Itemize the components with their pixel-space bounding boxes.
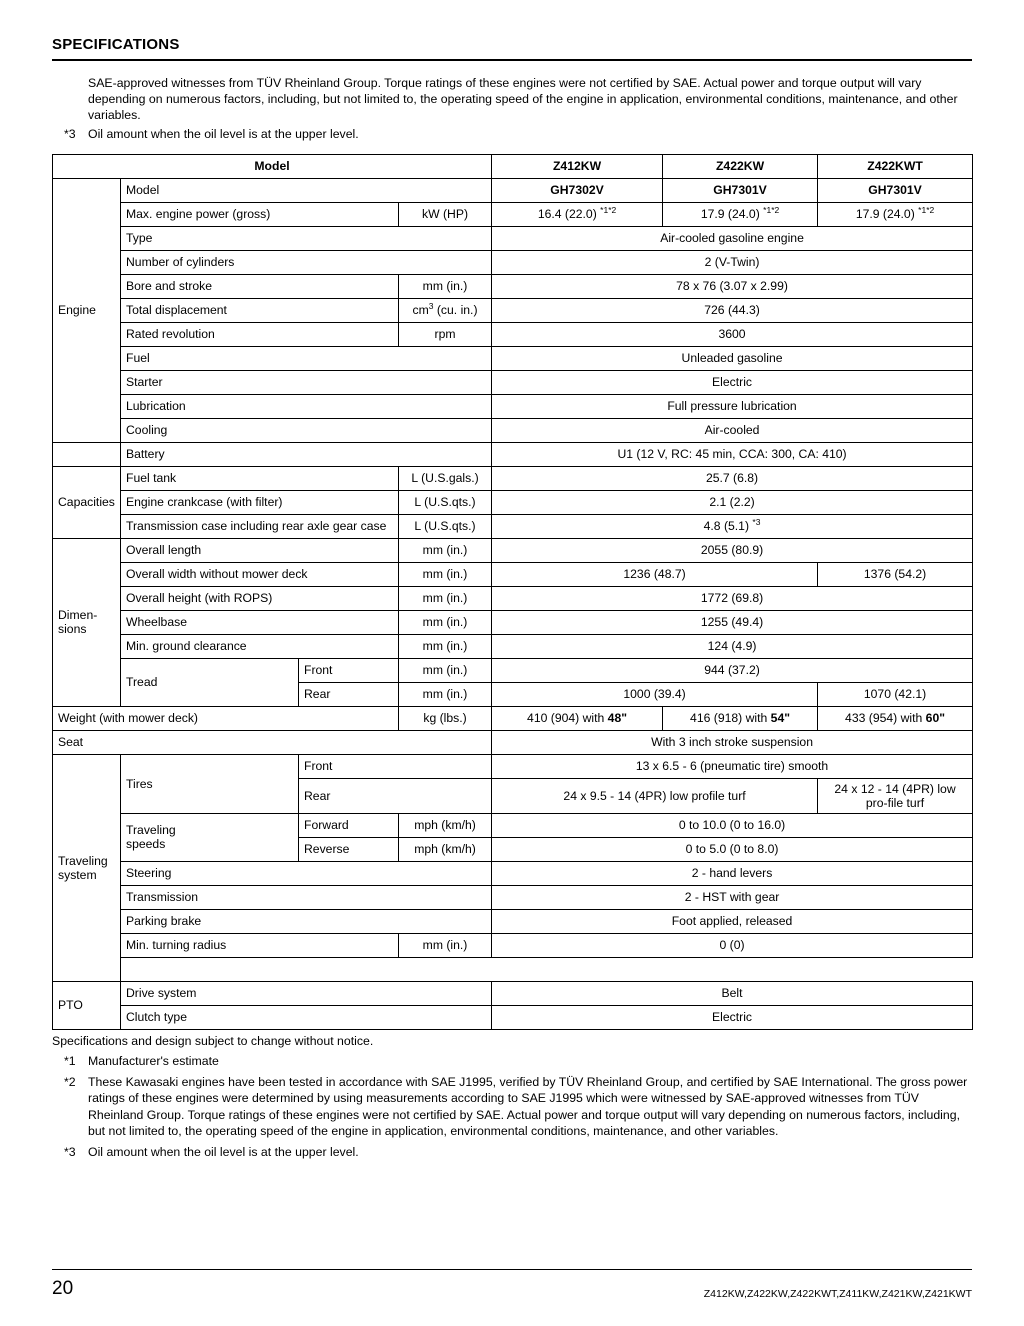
table-row — [53, 706, 973, 730]
cell-steering-value: 2 - hand levers — [492, 861, 973, 885]
row-unit-speed-reverse: mph (km/h) — [399, 837, 492, 861]
cell-weight-z412kw-deck: 48" — [607, 711, 628, 726]
cell-speed-forward-value: 0 to 10.0 (0 to 16.0) — [492, 813, 973, 837]
page-title: SPECIFICATIONS — [52, 36, 180, 53]
page-footer — [52, 1269, 972, 1300]
cell-type-value: Air-cooled gasoline engine — [492, 226, 973, 250]
table-row — [53, 346, 973, 370]
row-label-tread: Tread — [121, 658, 299, 706]
table-row — [53, 933, 973, 957]
table-row — [53, 394, 973, 418]
cell-transmission-case-number: 4.8 (5.1) — [703, 519, 749, 534]
row-unit-ground-clearance: mm (in.) — [399, 634, 492, 658]
footnote-3-text: Oil amount when the oil level is at the upper level. — [88, 1144, 359, 1159]
row-unit-speed-forward: mph (km/h) — [399, 813, 492, 837]
footnote-2 — [52, 1074, 972, 1139]
row-unit-turning-radius: mm (in.) — [399, 933, 492, 957]
table-row — [53, 885, 973, 909]
table-row — [53, 586, 973, 610]
table-row — [53, 981, 973, 1005]
cell-rated-rev-value: 3600 — [492, 322, 973, 346]
table-row — [53, 909, 973, 933]
cell-weight-z422kwt — [818, 706, 973, 730]
group-label-pto: PTO — [53, 981, 121, 1029]
footer-row — [52, 1278, 972, 1300]
row-unit-displacement-sup: 3 — [428, 301, 434, 312]
cell-max-power-z422kwt — [818, 202, 973, 226]
row-label-drive-system: Drive system — [121, 981, 492, 1005]
footnote-3 — [52, 1144, 972, 1160]
group-label-engine-text: Engine — [58, 303, 96, 318]
row-unit-overall-height: mm (in.) — [399, 586, 492, 610]
row-unit-displacement — [399, 298, 492, 322]
row-unit-bore-stroke: mm (in.) — [399, 274, 492, 298]
column-header-z422kw: Z422KW — [663, 154, 818, 178]
table-row — [53, 298, 973, 322]
cell-max-power-z412kw-value: 16.4 (22.0) — [537, 207, 597, 222]
row-label-bore-stroke: Bore and stroke — [121, 274, 399, 298]
cell-model-z422kwt: GH7301V — [818, 178, 973, 202]
row-label-lubrication: Lubrication — [121, 394, 492, 418]
cell-parking-brake-value: Foot applied, released — [492, 909, 973, 933]
page-number: 20 — [52, 1278, 74, 1299]
row-label-overall-width: Overall width without mower deck — [121, 562, 399, 586]
cell-max-power-z412kw — [492, 202, 663, 226]
row-label-fuel-tank: Fuel tank — [121, 466, 399, 490]
row-label-wheelbase: Wheelbase — [121, 610, 399, 634]
row-unit-transmission-case: L (U.S.qts.) — [399, 514, 492, 538]
row-unit-rated-rev: rpm — [399, 322, 492, 346]
row-unit-crankcase: L (U.S.qts.) — [399, 490, 492, 514]
group-label-traveling-system: Traveling system — [53, 754, 121, 981]
cell-overall-height-value: 1772 (69.8) — [492, 586, 973, 610]
cell-weight-z412kw-text: 410 (904) with — [527, 711, 608, 726]
footnote-1-mark: *1 — [64, 1053, 76, 1068]
footer-divider — [52, 1269, 972, 1270]
intro-note-mark: *3 — [64, 126, 76, 141]
intro-note — [52, 126, 972, 142]
table-row — [53, 861, 973, 885]
row-label-parking-brake: Parking brake — [121, 909, 492, 933]
row-unit-wheelbase: mm (in.) — [399, 610, 492, 634]
cell-transmission-case-sup: *3 — [752, 517, 761, 528]
cell-cylinders-value: 2 (V-Twin) — [492, 250, 973, 274]
change-notice: Specifications and design subject to change without notice. — [52, 1033, 374, 1048]
row-label-rated-rev: Rated revolution — [121, 322, 399, 346]
table-row — [53, 634, 973, 658]
table-row — [53, 226, 973, 250]
row-label-fuel: Fuel — [121, 346, 492, 370]
row-label-tires: Tires — [121, 754, 299, 813]
table-row — [53, 813, 973, 837]
cell-fuel-tank-value: 25.7 (6.8) — [492, 466, 973, 490]
row-sublabel-tread-front: Front — [299, 658, 399, 682]
row-label-turning-radius: Min. turning radius — [121, 933, 399, 957]
row-label-transmission: Transmission — [121, 885, 492, 909]
table-row — [53, 562, 973, 586]
table-row — [53, 274, 973, 298]
group-label-engine-continued — [53, 442, 121, 466]
row-label-seat: Seat — [53, 730, 492, 754]
cell-drive-system-value: Belt — [492, 981, 973, 1005]
row-sublabel-tires-rear: Rear — [299, 778, 492, 813]
cell-weight-z422kw-deck: 54" — [770, 711, 791, 726]
column-header-z422kwt: Z422KWT — [818, 154, 973, 178]
row-sublabel-tires-front: Front — [299, 754, 492, 778]
cell-tires-front-value: 13 x 6.5 - 6 (pneumatic tire) smooth — [492, 754, 973, 778]
group-label-capacities: Capacities — [53, 466, 121, 538]
table-row — [53, 658, 973, 682]
cell-tread-rear-value-a: 1000 (39.4) — [492, 682, 818, 706]
row-unit-max-power: kW (HP) — [399, 202, 492, 226]
cell-max-power-z422kwt-value: 17.9 (24.0) — [855, 207, 915, 222]
model-header-cell: Model — [53, 154, 492, 178]
table-row — [53, 466, 973, 490]
row-label-type: Type — [121, 226, 492, 250]
cell-tires-rear-value-b: 24 x 12 - 14 (4PR) low pro-file turf — [818, 778, 973, 813]
row-label-ground-clearance: Min. ground clearance — [121, 634, 399, 658]
cell-weight-z422kw — [663, 706, 818, 730]
row-label-starter: Starter — [121, 370, 492, 394]
row-label-steering: Steering — [121, 861, 492, 885]
spacer-cell — [121, 957, 492, 981]
cell-weight-z422kwt-text: 433 (954) with — [845, 711, 926, 726]
row-label-cylinders: Number of cylinders — [121, 250, 492, 274]
row-sublabel-speed-reverse: Reverse — [299, 837, 399, 861]
table-row — [53, 370, 973, 394]
row-sublabel-tread-rear: Rear — [299, 682, 399, 706]
intro-paragraph: SAE-approved witnesses from TÜV Rheinland Group. Torque ratings of these engines were not certified by SAE. Actual power and torque output will vary depending on numerous factors, including, but not limited to, the operating speed of the engine in application, environmental conditions, maintenance, and other variables. — [88, 76, 958, 123]
row-label-crankcase: Engine crankcase (with filter) — [121, 490, 399, 514]
row-unit-displacement-pre: cm — [412, 303, 429, 318]
row-label-weight: Weight (with mower deck) — [53, 706, 399, 730]
cell-overall-width-value-b: 1376 (54.2) — [818, 562, 973, 586]
row-unit-tread-front: mm (in.) — [399, 658, 492, 682]
table-row — [53, 322, 973, 346]
cell-overall-length-value: 2055 (80.9) — [492, 538, 973, 562]
cell-clutch-type-value: Electric — [492, 1005, 973, 1029]
row-label-model: Model — [121, 178, 492, 202]
table-row — [53, 957, 973, 981]
footnote-2-mark: *2 — [64, 1075, 76, 1090]
table-row — [53, 514, 973, 538]
cell-weight-z422kw-text: 416 (918) with — [690, 711, 771, 726]
cell-cooling-value: Air-cooled — [492, 418, 973, 442]
cell-max-power-z422kw — [663, 202, 818, 226]
cell-max-power-z412kw-sup: *1*2 — [600, 205, 617, 216]
table-row — [53, 250, 973, 274]
cell-fuel-value: Unleaded gasoline — [492, 346, 973, 370]
cell-speed-reverse-value: 0 to 5.0 (0 to 8.0) — [492, 837, 973, 861]
row-unit-overall-width: mm (in.) — [399, 562, 492, 586]
cell-tires-rear-value-a: 24 x 9.5 - 14 (4PR) low profile turf — [492, 778, 818, 813]
cell-wheelbase-value: 1255 (49.4) — [492, 610, 973, 634]
cell-weight-z412kw — [492, 706, 663, 730]
row-unit-displacement-post: (cu. in.) — [433, 303, 478, 318]
cell-seat-value: With 3 inch stroke suspension — [492, 730, 973, 754]
intro-note-text: Oil amount when the oil level is at the upper level. — [88, 126, 359, 141]
row-label-clutch-type: Clutch type — [121, 1005, 492, 1029]
cell-lubrication-value: Full pressure lubrication — [492, 394, 973, 418]
cell-overall-width-value-a: 1236 (48.7) — [492, 562, 818, 586]
cell-tread-front-value: 944 (37.2) — [492, 658, 973, 682]
cell-transmission-case-value — [492, 514, 973, 538]
row-label-transmission-case: Transmission case including rear axle gear case — [121, 514, 399, 538]
table-row — [53, 442, 973, 466]
group-label-dimensions: Dimen- sions — [53, 538, 121, 706]
row-unit-overall-length: mm (in.) — [399, 538, 492, 562]
cell-battery-value: U1 (12 V, RC: 45 min, CCA: 300, CA: 410) — [492, 442, 973, 466]
table-row — [53, 1005, 973, 1029]
table-row — [53, 754, 973, 778]
table-row — [53, 490, 973, 514]
footnote-2-text: These Kawasaki engines have been tested in accordance with SAE J1995, verified by TÜV Rheinland Group, and certified by SAE International. The gross power ratings of these engines were determined by using measurements according to SAE J1995 which were witnessed by SAE-approved witnesses from TÜV Rheinland Group. Torque ratings of these engines were not certified by SAE. Actual power and torque output will vary depending on numerous factors, including, but not limited to, the operating speed of the engine in application, environmental conditions, maintenance, and other variables. — [88, 1075, 968, 1138]
row-label-battery: Battery — [121, 442, 492, 466]
cell-transmission-value: 2 - HST with gear — [492, 885, 973, 909]
cell-crankcase-value: 2.1 (2.2) — [492, 490, 973, 514]
row-label-cooling: Cooling — [121, 418, 492, 442]
header-divider — [52, 59, 972, 61]
footnote-3-mark: *3 — [64, 1144, 76, 1159]
table-row — [53, 538, 973, 562]
specifications-table — [52, 154, 973, 1030]
table-header-row — [53, 154, 973, 178]
cell-turning-radius-value: 0 (0) — [492, 933, 973, 957]
footnote-1-text: Manufacturer's estimate — [88, 1053, 219, 1068]
table-row — [53, 178, 973, 202]
footnote-1 — [52, 1053, 972, 1069]
cell-max-power-z422kw-value: 17.9 (24.0) — [700, 207, 760, 222]
cell-model-z412kw: GH7302V — [492, 178, 663, 202]
row-unit-tread-rear: mm (in.) — [399, 682, 492, 706]
table-row — [53, 202, 973, 226]
cell-displacement-value: 726 (44.3) — [492, 298, 973, 322]
group-label-engine — [53, 178, 121, 442]
spacer-cell-2 — [492, 957, 973, 981]
row-unit-weight: kg (lbs.) — [399, 706, 492, 730]
table-row — [53, 610, 973, 634]
row-label-overall-length: Overall length — [121, 538, 399, 562]
table-row — [53, 418, 973, 442]
row-label-max-power: Max. engine power (gross) — [121, 202, 399, 226]
row-label-overall-height: Overall height (with ROPS) — [121, 586, 399, 610]
cell-max-power-z422kwt-sup: *1*2 — [918, 205, 935, 216]
cell-weight-z422kwt-deck: 60" — [925, 711, 946, 726]
row-label-displacement: Total displacement — [121, 298, 399, 322]
cell-ground-clearance-value: 124 (4.9) — [492, 634, 973, 658]
footer-model-list: Z412KW,Z422KW,Z422KWT,Z411KW,Z421KW,Z421KWT — [703, 1288, 972, 1300]
row-unit-fuel-tank: L (U.S.gals.) — [399, 466, 492, 490]
row-label-traveling-speeds: Traveling speeds — [121, 813, 299, 861]
cell-model-z422kw: GH7301V — [663, 178, 818, 202]
table-row — [53, 730, 973, 754]
cell-tread-rear-value-b: 1070 (42.1) — [818, 682, 973, 706]
row-sublabel-speed-forward: Forward — [299, 813, 399, 837]
cell-max-power-z422kw-sup: *1*2 — [763, 205, 780, 216]
cell-bore-stroke-value: 78 x 76 (3.07 x 2.99) — [492, 274, 973, 298]
cell-starter-value: Electric — [492, 370, 973, 394]
column-header-z412kw: Z412KW — [492, 154, 663, 178]
